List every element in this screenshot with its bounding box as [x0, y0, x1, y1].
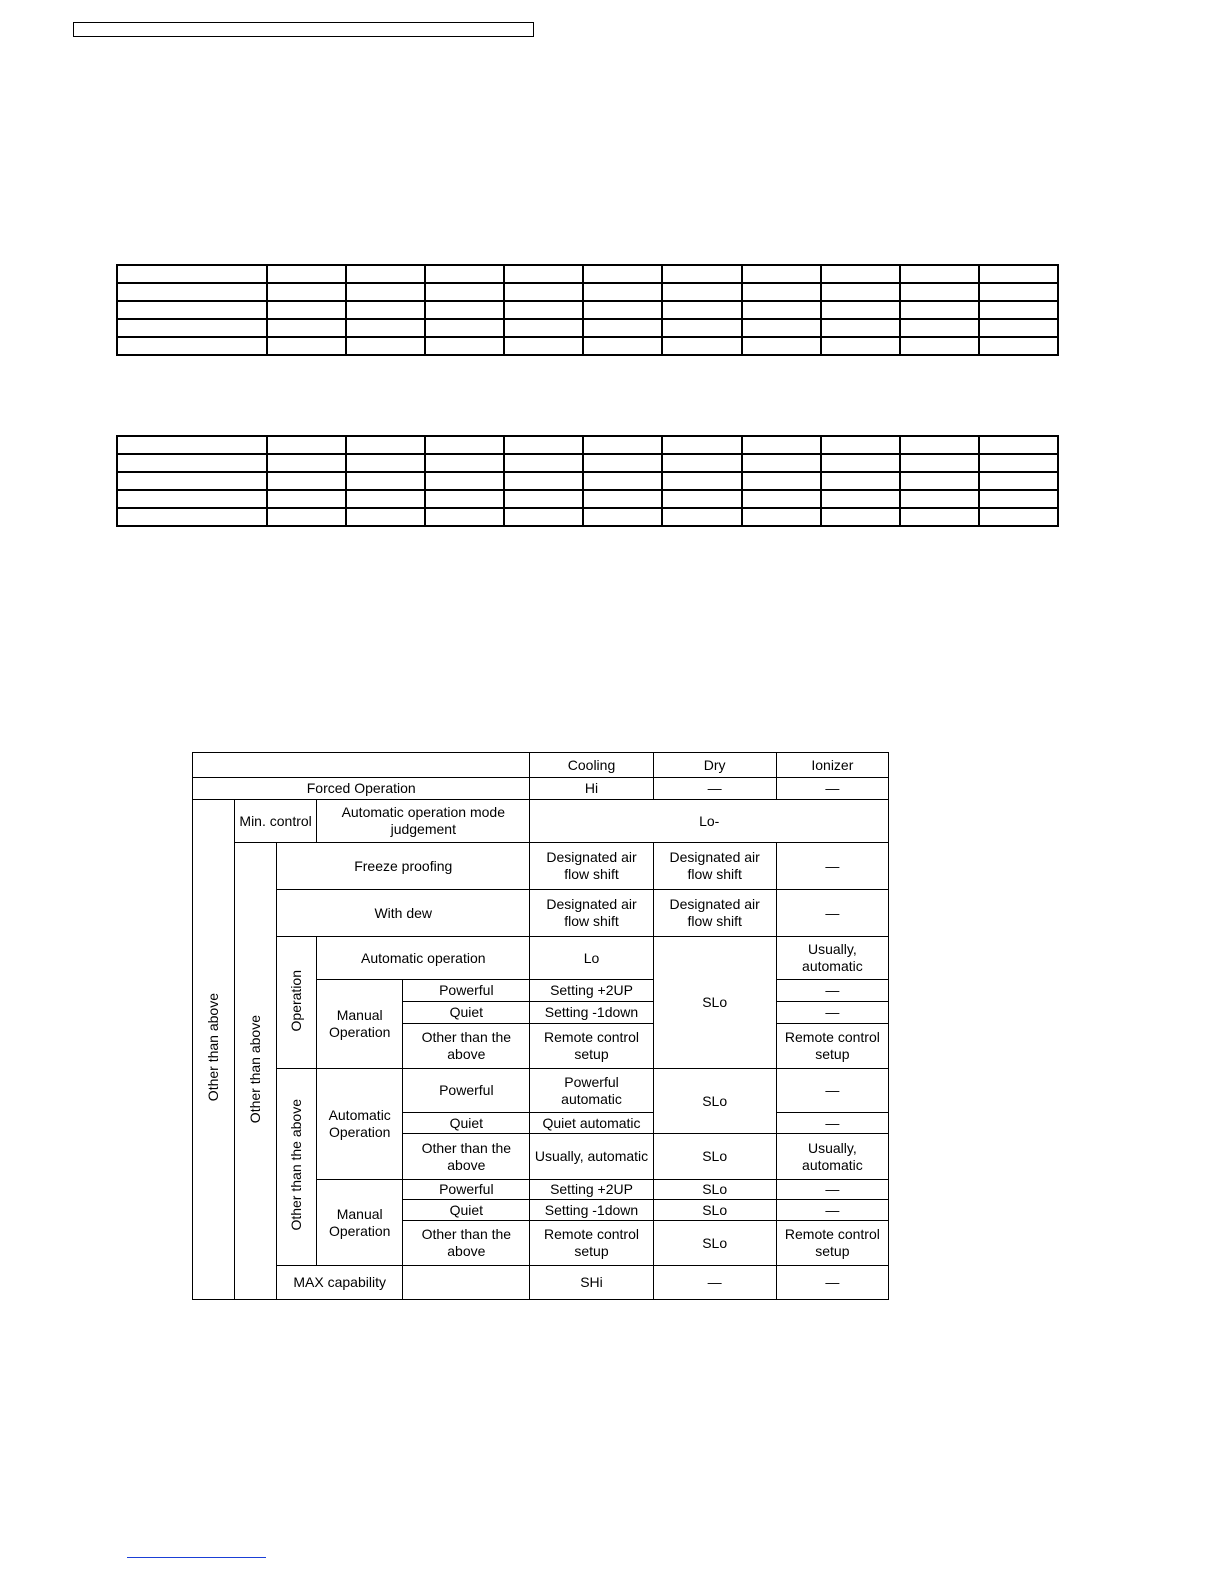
grid-cell: [267, 265, 346, 283]
grid-cell: [117, 337, 267, 355]
header-box: [73, 22, 534, 37]
grid-cell: [662, 436, 741, 454]
grid-cell: [742, 283, 821, 301]
other-than-above-inner-text: Other than above: [247, 1014, 264, 1124]
grid-cell: [662, 265, 741, 283]
grid-cell: [583, 301, 662, 319]
op-auto-label: Automatic operation: [317, 937, 530, 980]
grid-cell: [821, 508, 900, 526]
og-auto-powerful-ionizer: —: [776, 1069, 888, 1113]
grid-cell: [900, 319, 979, 337]
grid-cell: [504, 283, 583, 301]
grid-cell: [504, 301, 583, 319]
grid-cell: [583, 283, 662, 301]
og-auto-other-cooling: Usually, automatic: [530, 1134, 653, 1180]
dew-dry: Designated air flow shift: [653, 890, 776, 937]
grid-cell: [425, 454, 504, 472]
grid-cell: [742, 490, 821, 508]
grid-cell: [821, 301, 900, 319]
grid-cell: [117, 265, 267, 283]
grid-cell: [425, 508, 504, 526]
op-auto-ionizer: Usually, automatic: [776, 937, 888, 980]
og-auto-powerful-cooling: Powerful automatic: [530, 1069, 653, 1113]
grid-cell: [821, 472, 900, 490]
grid-cell: [662, 508, 741, 526]
forced-cooling: Hi: [530, 778, 653, 800]
op-manual-powerful-cooling: Setting +2UP: [530, 980, 653, 1002]
freeze-cooling: Designated air flow shift: [530, 843, 653, 890]
grid-cell: [504, 454, 583, 472]
grid-cell: [900, 301, 979, 319]
max-capability-label: MAX capability: [277, 1266, 403, 1300]
grid-cell: [504, 490, 583, 508]
grid-cell: [117, 319, 267, 337]
freeze-proofing-label: Freeze proofing: [277, 843, 530, 890]
grid-row: [117, 283, 1058, 301]
max-capability-blank: [403, 1266, 530, 1300]
grid-cell: [346, 508, 425, 526]
max-cooling: SHi: [530, 1266, 653, 1300]
op-manual-quiet-cooling: Setting -1down: [530, 1002, 653, 1024]
grid-row: [117, 508, 1058, 526]
header-blank: [193, 753, 530, 778]
grid-cell: [662, 319, 741, 337]
grid-row: [117, 454, 1058, 472]
grid-row: [117, 301, 1058, 319]
og-auto-powerful-label: Powerful: [403, 1069, 530, 1113]
og-auto-other-ionizer: Usually, automatic: [776, 1134, 888, 1180]
grid-cell: [583, 337, 662, 355]
og-auto-other-label: Other than the above: [403, 1134, 530, 1180]
og-manual-other-dry: SLo: [653, 1221, 776, 1266]
og-manual-quiet-ionizer: —: [776, 1200, 888, 1221]
op-manual-other-cooling: Remote control setup: [530, 1024, 653, 1069]
forced-dry: —: [653, 778, 776, 800]
grid-cell: [425, 283, 504, 301]
grid-cell: [583, 265, 662, 283]
grid-cell: [821, 490, 900, 508]
grid-cell: [662, 301, 741, 319]
grid-cell: [425, 490, 504, 508]
og-manual-powerful-cooling: Setting +2UP: [530, 1180, 653, 1200]
grid-cell: [979, 472, 1058, 490]
grid-cell: [821, 454, 900, 472]
other-than-above-outer: [193, 800, 235, 1300]
og-manual-other-ionizer: Remote control setup: [776, 1221, 888, 1266]
empty-grid-table-2: [116, 435, 1059, 527]
og-manual-powerful-dry: SLo: [653, 1180, 776, 1200]
header-ionizer: Ionizer: [776, 753, 888, 778]
grid-cell: [979, 301, 1058, 319]
grid-row: [117, 319, 1058, 337]
grid-cell: [900, 265, 979, 283]
grid-cell: [742, 265, 821, 283]
grid-cell: [425, 265, 504, 283]
grid-cell: [425, 337, 504, 355]
grid-cell: [742, 319, 821, 337]
grid-cell: [346, 337, 425, 355]
grid-cell: [821, 319, 900, 337]
op-dry-merged: SLo: [653, 937, 776, 1069]
grid-cell: [583, 490, 662, 508]
grid-cell: [267, 472, 346, 490]
op-manual-quiet-ionizer: —: [776, 1002, 888, 1024]
grid-cell: [267, 436, 346, 454]
grid-cell: [117, 301, 267, 319]
grid-cell: [425, 301, 504, 319]
grid-cell: [821, 283, 900, 301]
grid-row: [117, 472, 1058, 490]
grid-cell: [117, 454, 267, 472]
grid-cell: [583, 454, 662, 472]
grid-cell: [979, 319, 1058, 337]
og-manual-label: Manual Operation: [317, 1180, 403, 1266]
footer-link-underline: [127, 1557, 266, 1558]
grid-cell: [662, 490, 741, 508]
grid-cell: [662, 472, 741, 490]
grid-cell: [117, 283, 267, 301]
grid-cell: [267, 508, 346, 526]
grid-cell: [504, 337, 583, 355]
grid-cell: [346, 283, 425, 301]
other-group-text: Other than the above: [288, 1099, 305, 1231]
max-dry: —: [653, 1266, 776, 1300]
og-auto-quiet-ionizer: —: [776, 1113, 888, 1134]
grid-row: [117, 337, 1058, 355]
og-auto-other-dry: SLo: [653, 1134, 776, 1180]
grid-cell: [504, 436, 583, 454]
grid-cell: [346, 454, 425, 472]
grid-cell: [346, 472, 425, 490]
grid-row: [117, 490, 1058, 508]
grid-cell: [900, 283, 979, 301]
fan-speed-table: [192, 752, 889, 1300]
og-manual-other-label: Other than the above: [403, 1221, 530, 1266]
grid-cell: [267, 301, 346, 319]
grid-cell: [821, 337, 900, 355]
grid-cell: [346, 301, 425, 319]
grid-cell: [742, 508, 821, 526]
grid-cell: [900, 454, 979, 472]
max-ionizer: —: [776, 1266, 888, 1300]
grid-cell: [742, 337, 821, 355]
grid-cell: [583, 472, 662, 490]
other-group: [277, 1069, 317, 1266]
grid-cell: [267, 337, 346, 355]
other-than-above-inner: [235, 843, 277, 1300]
header-cooling: Cooling: [530, 753, 653, 778]
op-manual-label: Manual Operation: [317, 980, 403, 1069]
grid-cell: [583, 436, 662, 454]
grid-cell: [117, 508, 267, 526]
grid-cell: [900, 490, 979, 508]
og-auto-quiet-label: Quiet: [403, 1113, 530, 1134]
grid-row: [117, 436, 1058, 454]
grid-cell: [346, 490, 425, 508]
grid-cell: [425, 436, 504, 454]
grid-cell: [504, 319, 583, 337]
op-manual-powerful-label: Powerful: [403, 980, 530, 1002]
forced-ionizer: —: [776, 778, 888, 800]
grid-cell: [900, 472, 979, 490]
grid-cell: [267, 490, 346, 508]
grid-cell: [742, 472, 821, 490]
grid-cell: [979, 436, 1058, 454]
grid-cell: [821, 265, 900, 283]
grid-cell: [425, 319, 504, 337]
grid-cell: [267, 283, 346, 301]
grid-cell: [583, 319, 662, 337]
og-auto-dry-merged: SLo: [653, 1069, 776, 1134]
min-control-label: Min. control: [235, 800, 317, 843]
grid-cell: [979, 490, 1058, 508]
grid-cell: [979, 337, 1058, 355]
grid-cell: [662, 454, 741, 472]
og-manual-powerful-ionizer: —: [776, 1180, 888, 1200]
dew-ionizer: —: [776, 890, 888, 937]
op-manual-quiet-label: Quiet: [403, 1002, 530, 1024]
forced-operation-label: Forced Operation: [193, 778, 530, 800]
grid-cell: [346, 265, 425, 283]
min-control-value: Lo-: [530, 800, 889, 843]
og-auto-label: Automatic Operation: [317, 1069, 403, 1180]
grid-cell: [504, 265, 583, 283]
other-than-above-outer-text: Other than above: [205, 993, 222, 1102]
grid-cell: [504, 472, 583, 490]
grid-cell: [742, 436, 821, 454]
grid-cell: [504, 508, 583, 526]
grid-cell: [346, 319, 425, 337]
grid-cell: [117, 436, 267, 454]
grid-cell: [979, 508, 1058, 526]
grid-row: [117, 265, 1058, 283]
grid-cell: [742, 454, 821, 472]
grid-cell: [117, 472, 267, 490]
op-manual-powerful-ionizer: —: [776, 980, 888, 1002]
header-dry: Dry: [653, 753, 776, 778]
og-manual-quiet-dry: SLo: [653, 1200, 776, 1221]
empty-grid-table-1: [116, 264, 1059, 356]
og-manual-quiet-cooling: Setting -1down: [530, 1200, 653, 1221]
with-dew-label: With dew: [277, 890, 530, 937]
og-manual-other-cooling: Remote control setup: [530, 1221, 653, 1266]
dew-cooling: Designated air flow shift: [530, 890, 653, 937]
freeze-ionizer: —: [776, 843, 888, 890]
grid-cell: [900, 436, 979, 454]
op-manual-other-label: Other than the above: [403, 1024, 530, 1069]
grid-cell: [267, 319, 346, 337]
min-control-sub: Automatic operation mode judgement: [317, 800, 530, 843]
grid-cell: [900, 337, 979, 355]
operation-group: [277, 937, 317, 1069]
op-manual-other-ionizer: Remote control setup: [776, 1024, 888, 1069]
grid-cell: [900, 508, 979, 526]
grid-cell: [346, 436, 425, 454]
og-manual-quiet-label: Quiet: [403, 1200, 530, 1221]
grid-cell: [821, 436, 900, 454]
grid-cell: [583, 508, 662, 526]
grid-cell: [662, 283, 741, 301]
operation-group-text: Operation: [288, 969, 305, 1032]
op-auto-cooling: Lo: [530, 937, 653, 980]
og-manual-powerful-label: Powerful: [403, 1180, 530, 1200]
freeze-dry: Designated air flow shift: [653, 843, 776, 890]
grid-cell: [425, 472, 504, 490]
grid-cell: [117, 490, 267, 508]
grid-cell: [662, 337, 741, 355]
grid-cell: [979, 454, 1058, 472]
og-auto-quiet-cooling: Quiet automatic: [530, 1113, 653, 1134]
grid-cell: [267, 454, 346, 472]
grid-cell: [742, 301, 821, 319]
grid-cell: [979, 265, 1058, 283]
grid-cell: [979, 283, 1058, 301]
